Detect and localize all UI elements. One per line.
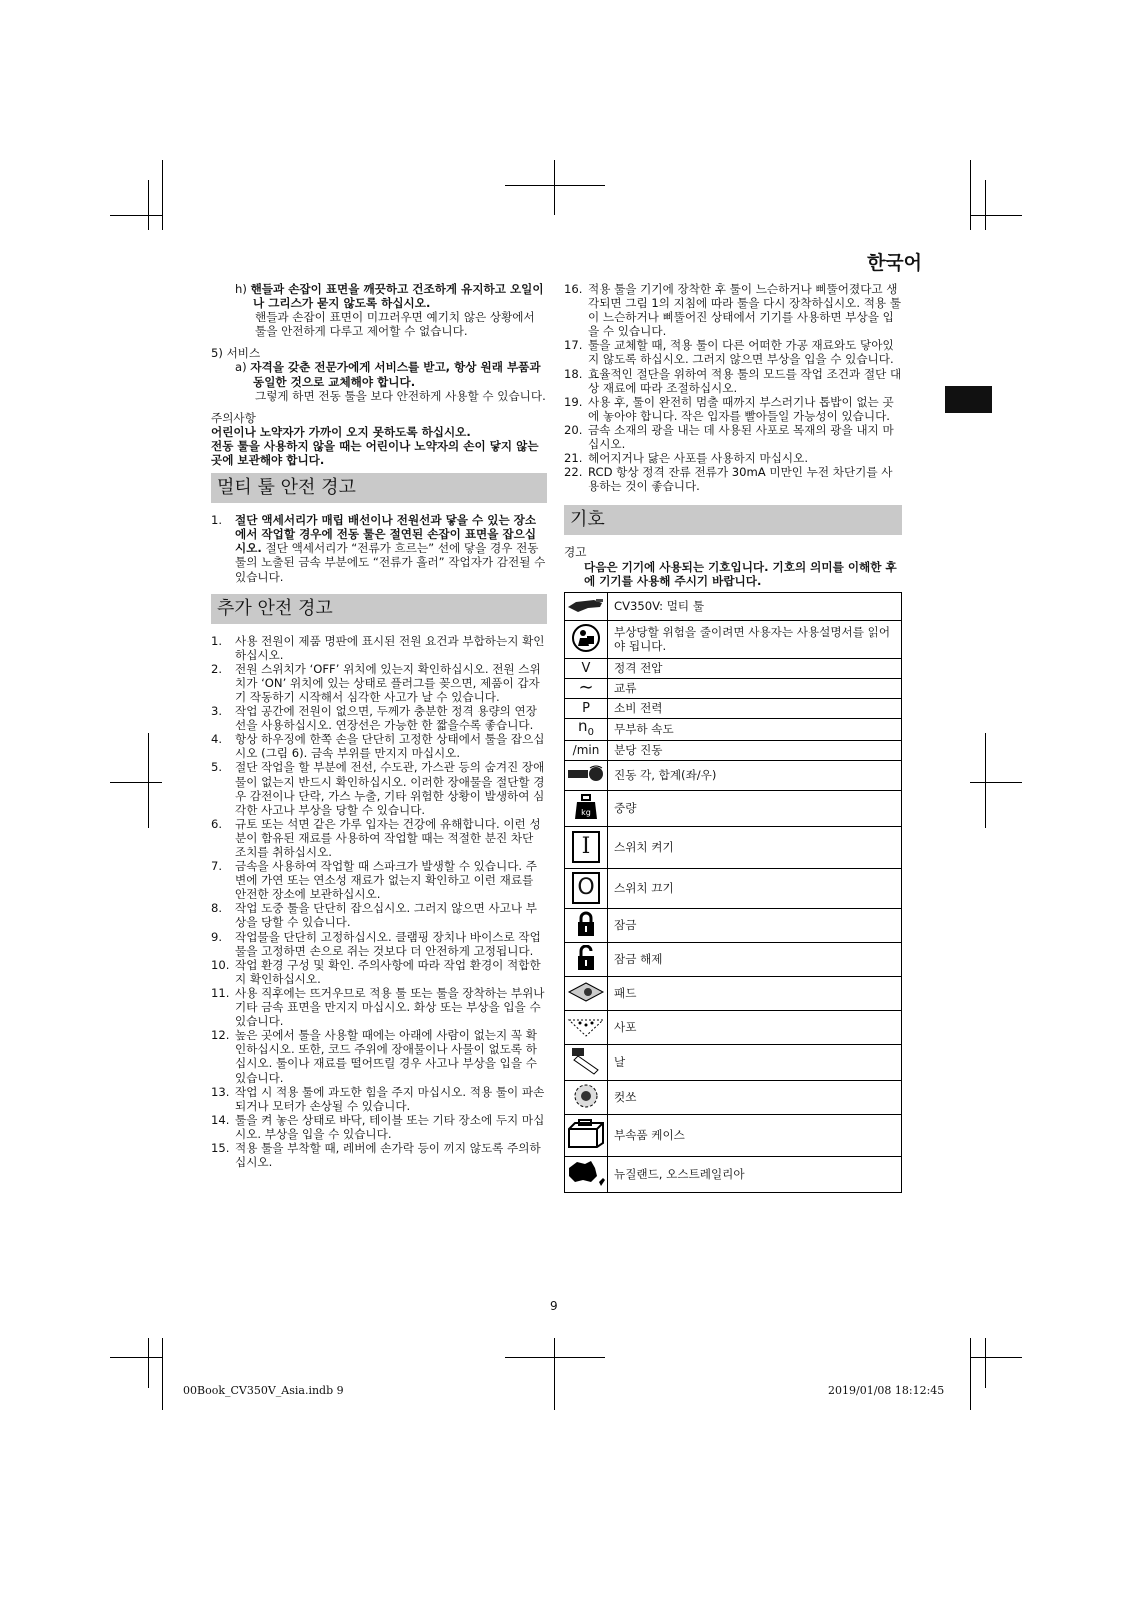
list-item-number: 16. [564, 282, 583, 296]
list-item-number: 18. [564, 366, 583, 381]
symbol-row [565, 908, 902, 942]
list-item [211, 634, 547, 662]
list-item-number: 20. [564, 422, 583, 437]
symbol-row [565, 592, 902, 620]
list-item [211, 859, 547, 901]
symbol-label: 패드 [608, 976, 902, 1010]
accessory-case-icon [565, 1114, 608, 1156]
symbol-row [565, 658, 902, 678]
symbol-glyph: P [565, 698, 608, 718]
symbol-row [565, 678, 902, 698]
list-item-text: 작업 환경 구성 및 확인. 주의사항에 따라 작업 환경이 적합한지 확인하십시오. [235, 957, 541, 986]
list-item-number: 8. [211, 901, 223, 916]
list-item-number: 1. [211, 633, 223, 648]
list-item-number: 19. [564, 394, 583, 409]
list-item-text: 헤어지거나 닳은 사포를 사용하지 마십시오. [588, 451, 809, 466]
list-item [211, 930, 547, 958]
extra-safety-heading: 추가 안전 경고 [211, 594, 547, 624]
list-item-text: 사용 전원이 제품 명판에 표시된 전원 요건과 부합하는지 확인하십시오. [235, 633, 545, 662]
symbol-row [565, 740, 902, 760]
symbol-label: 진동 각, 합계(좌/우) [608, 760, 902, 790]
symbol-label: CV350V: 멀티 툴 [608, 592, 902, 620]
symbol-label: 뉴질랜드, 오스트레일리아 [608, 1156, 902, 1192]
list-item-text: 적용 툴을 부착할 때, 레버에 손가락 등이 끼지 않도록 주의하십시오. [235, 1140, 541, 1170]
warning-text: 다음은 기기에 사용되는 기호입니다. 기호의 의미를 이해한 후에 기기를 사용해 주시기 바랍니다. [584, 559, 897, 588]
symbol-row [565, 760, 902, 790]
symbol-row [565, 1080, 902, 1114]
list-item [564, 282, 902, 338]
list-item-text: 사용 직후에는 뜨거우므로 적용 툴 또는 툴을 장착하는 부위나 기타 금속 표면을 만지지 마십시오. 화상 또는 부상을 입을 수 있습니다. [235, 985, 545, 1029]
symbol-glyph: O [565, 868, 608, 908]
language-label: 한국어 [866, 252, 922, 274]
list-item-number: 7. [211, 859, 223, 874]
australia-nz-icon [565, 1156, 608, 1192]
list-item-number: 6. [211, 816, 223, 831]
right-safety-list [564, 282, 902, 493]
list-item [564, 367, 902, 395]
caution-title: 주의사항 [211, 410, 256, 425]
caution-line-2: 전동 툴을 사용하지 않을 때는 어린이나 노약자의 손이 닿지 않는 곳에 보관해야 합니다. [211, 438, 539, 468]
symbol-row [565, 1156, 902, 1192]
list-item-number: 5. [211, 760, 223, 775]
list-item-text: 절단 작업을 할 부분에 전선, 수도관, 가스관 등의 숨겨진 장애물이 없는지 반드시 확인하십시오. 이러한 장애물을 절단할 경우 감전이나 단락, 가스 누출, 기타 위험한 상황이 발생하여 심각한 사고나 부상을 당할 수 있습니다. [235, 760, 545, 817]
symbol-label: 스위치 켜기 [608, 826, 902, 868]
pad-icon [565, 976, 608, 1010]
service-a-text: 그렇게 하면 전동 툴을 보다 안전하게 사용할 수 있습니다. [255, 388, 546, 403]
symbol-label: 분당 진동 [608, 740, 902, 760]
list-item-number: 11. [211, 985, 230, 1000]
list-item-text: 작업 공간에 전원이 없으면, 두께가 충분한 정격 용량의 연장선을 사용하십시오. 연장선은 가능한 한 짧을수록 좋습니다. [235, 704, 537, 733]
service-title: 5) 서비스 [211, 346, 261, 361]
symbol-label: 스위치 끄기 [608, 868, 902, 908]
list-item-text: 사용 후, 툴이 완전히 멈출 때까지 부스러기나 톱밥이 없는 곳에 놓아야 합니다. 작은 입자를 빨아들일 가능성이 있습니다. [588, 394, 894, 423]
list-item-text: 항상 하우징에 한쪽 손을 단단히 고정한 상태에서 툴을 잡으십시오 (그림 6). 금속 부위를 만지지 마십시오. [235, 732, 545, 761]
list-item-number: 22. [564, 465, 583, 480]
symbol-label: 정격 전압 [608, 658, 902, 678]
list-item-text: 금속 소재의 광을 내는 데 사용된 사포로 목재의 광을 내지 마십시오. [588, 422, 894, 452]
list-item [564, 338, 902, 366]
list-item-number: 21. [564, 451, 583, 466]
blade-icon [565, 1044, 608, 1080]
list-item [564, 423, 902, 451]
list-item-number: 14. [211, 1112, 230, 1127]
page-number: 9 [550, 1299, 558, 1313]
list-item-number: 13. [211, 1084, 230, 1099]
symbol-row [565, 790, 902, 826]
list-item-text: 툴을 교체할 때, 적용 툴이 다른 어떠한 가공 재료와도 닿아있지 않도록 하십시오. 그러지 않으면 부상을 입을 수 있습니다. [588, 338, 894, 367]
list-item [211, 986, 547, 1028]
symbol-label: 사포 [608, 1010, 902, 1044]
list-item-text: 효율적인 절단을 위하여 적용 툴의 모드를 작업 조건과 절단 대상 재료에 따라 조절하십시오. [588, 366, 902, 395]
right-column [564, 282, 902, 1193]
lock-icon [565, 908, 608, 942]
h-item: h) 핸들과 손잡이 표면을 깨끗하고 건조하게 유지하고 오일이나 그리스가 묻지 않도록 하십시오. [235, 282, 544, 311]
list-item-number: 4. [211, 732, 223, 747]
symbol-row [565, 1044, 902, 1080]
symbol-row [565, 718, 902, 740]
list-item [211, 817, 547, 859]
list-item [564, 465, 902, 493]
oscillation-angle-icon [565, 760, 608, 790]
symbol-label: 잠금 해제 [608, 942, 902, 976]
symbol-glyph: ∼ [565, 678, 608, 698]
list-item [211, 662, 547, 704]
symbol-row [565, 826, 902, 868]
sandpaper-icon [565, 1010, 608, 1044]
list-item-text: RCD 항상 정격 잔류 전류가 30mA 미만인 누전 차단기를 사용하는 것이 좋습니다. [588, 465, 893, 494]
list-item [211, 1141, 547, 1169]
symbol-label: 잠금 [608, 908, 902, 942]
list-item-number: 3. [211, 704, 223, 719]
symbol-glyph: /min [565, 740, 608, 760]
list-item-number: 9. [211, 929, 223, 944]
symbol-glyph: V [565, 658, 608, 678]
list-item [564, 395, 902, 423]
list-item-number: 10. [211, 957, 230, 972]
list-item-text: 툴을 켜 놓은 상태로 바닥, 테이블 또는 기타 장소에 두지 마십시오. 부상을 입을 수 있습니다. [235, 1112, 545, 1141]
symbol-row [565, 868, 902, 908]
weight-icon [565, 790, 608, 826]
list-item-text: 금속을 사용하여 작업할 때 스파크가 발생할 수 있습니다. 주변에 가연 또는 연소성 재료가 없는지 확인하고 이런 재료를 안전한 장소에 보관하십시오. [235, 859, 537, 902]
symbol-row [565, 942, 902, 976]
symbol-glyph: I [565, 826, 608, 868]
left-column [211, 282, 547, 1169]
warning-label: 경고 [564, 545, 587, 560]
service-a-item: a) 자격을 갖춘 전문가에게 서비스를 받고, 항상 원래 부품과 동일한 것으로 교체해야 합니다. [235, 360, 541, 389]
footer-timestamp: 2019/01/08 18:12:45 [828, 1384, 945, 1397]
list-item-text: 적용 툴을 기기에 장착한 후 툴이 느슨하거나 삐뚤어졌다고 생각되면 그림 1의 지침에 따라 툴을 다시 장착하십시오. 적용 툴이 느슨하거나 삐뚤어진 상태에서 기기를 사용하면 부상을 입을 수 있습니다. [588, 282, 902, 339]
list-item-text: 작업 도중 툴을 단단히 잡으십시오. 그러지 않으면 사고나 부상을 당할 수 있습니다. [235, 901, 537, 930]
list-item-text: 전원 스위치가 ‘OFF’ 위치에 있는지 확인하십시오. 전원 스위치가 ‘ON’ 위치에 있는 상태로 플러그를 꽂으면, 제품이 갑자기 작동하기 시작해서 심각한 사고가 날 수 있습니다. [235, 661, 541, 704]
multi-tool-item: 1. 절단 액세서리가 매립 배선이나 전원선과 닿을 수 있는 장소에서 작업할 경우에 전동 툴은 절연된 손잡이 표면을 잡으십시오. 절단 액세서리가 “전류가 흐르는” 선에 닿을 경우 전동 툴의 노출된 금속 부분에도 “전류가 흘러” 작업자가 감전될 수 있습니다. [211, 513, 546, 584]
section-tab-marker [945, 386, 992, 413]
multi-tool-heading: 멀티 툴 안전 경고 [211, 473, 547, 503]
list-item-text: 작업물을 단단히 고정하십시오. 클램핑 장치나 바이스로 작업물을 고정하면 손으로 쥐는 것보다 더 안전하게 고정됩니다. [235, 929, 541, 958]
extra-safety-list [211, 634, 547, 1170]
list-item-text: 규토 또는 석면 같은 가루 입자는 건강에 유해합니다. 이런 성분이 함유된 재료를 사용하여 작업할 때는 적절한 분진 차단 조치를 취하십시오. [235, 816, 541, 859]
list-item [211, 760, 547, 816]
symbol-label: 컷쏘 [608, 1080, 902, 1114]
list-item [211, 732, 547, 760]
list-item [211, 1085, 547, 1113]
svg-text:kg: kg [581, 807, 591, 817]
caution-line-1: 어린이나 노약자가 가까이 오지 못하도록 하십시오. [211, 424, 471, 439]
read-manual-icon [565, 620, 608, 658]
symbol-label: 날 [608, 1044, 902, 1080]
list-item [211, 1113, 547, 1141]
symbol-row [565, 698, 902, 718]
symbol-label: 무부하 속도 [608, 718, 902, 740]
list-item-text: 높은 곳에서 툴을 사용할 때에는 아래에 사람이 없는지 꼭 확인하십시오. 또한, 코드 주위에 장애물이나 사물이 없도록 하십시오. 툴이나 재료를 떨어뜨릴 경우 사고나 부상을 입을 수 있습니다. [235, 1028, 537, 1085]
list-item-number: 2. [211, 661, 223, 676]
symbol-label: 부상당할 위험을 줄이려면 사용자는 사용설명서를 읽어야 됩니다. [608, 620, 902, 658]
list-item [211, 901, 547, 929]
h-item-text: 핸들과 손잡이 표면이 미끄러우면 예기치 않은 상황에서 툴을 안전하게 다루고 제어할 수 없습니다. [255, 310, 535, 339]
list-item-number: 12. [211, 1028, 230, 1043]
symbols-table [564, 592, 902, 1193]
symbol-label: 부속품 케이스 [608, 1114, 902, 1156]
list-item-text: 작업 시 적용 툴에 과도한 힘을 주지 마십시오. 적용 툴이 파손되거나 모터가 손상될 수 있습니다. [235, 1084, 545, 1113]
list-item-number: 15. [211, 1140, 230, 1155]
cutter-icon [565, 1080, 608, 1114]
symbol-label: 소비 전력 [608, 698, 902, 718]
symbol-label: 교류 [608, 678, 902, 698]
symbol-row [565, 976, 902, 1010]
symbol-row [565, 1114, 902, 1156]
symbol-row [565, 620, 902, 658]
list-item [211, 958, 547, 986]
multi-tool-icon [565, 592, 608, 620]
symbol-label: 중량 [608, 790, 902, 826]
list-item [211, 1028, 547, 1084]
list-item [564, 451, 902, 465]
list-item-number: 17. [564, 338, 583, 353]
footer-file: 00Book_CV350V_Asia.indb 9 [183, 1384, 344, 1397]
symbol-row [565, 1010, 902, 1044]
unlock-icon [565, 942, 608, 976]
list-item [211, 704, 547, 732]
symbols-heading: 기호 [564, 505, 902, 535]
symbol-glyph: $n_0$ [565, 718, 608, 740]
